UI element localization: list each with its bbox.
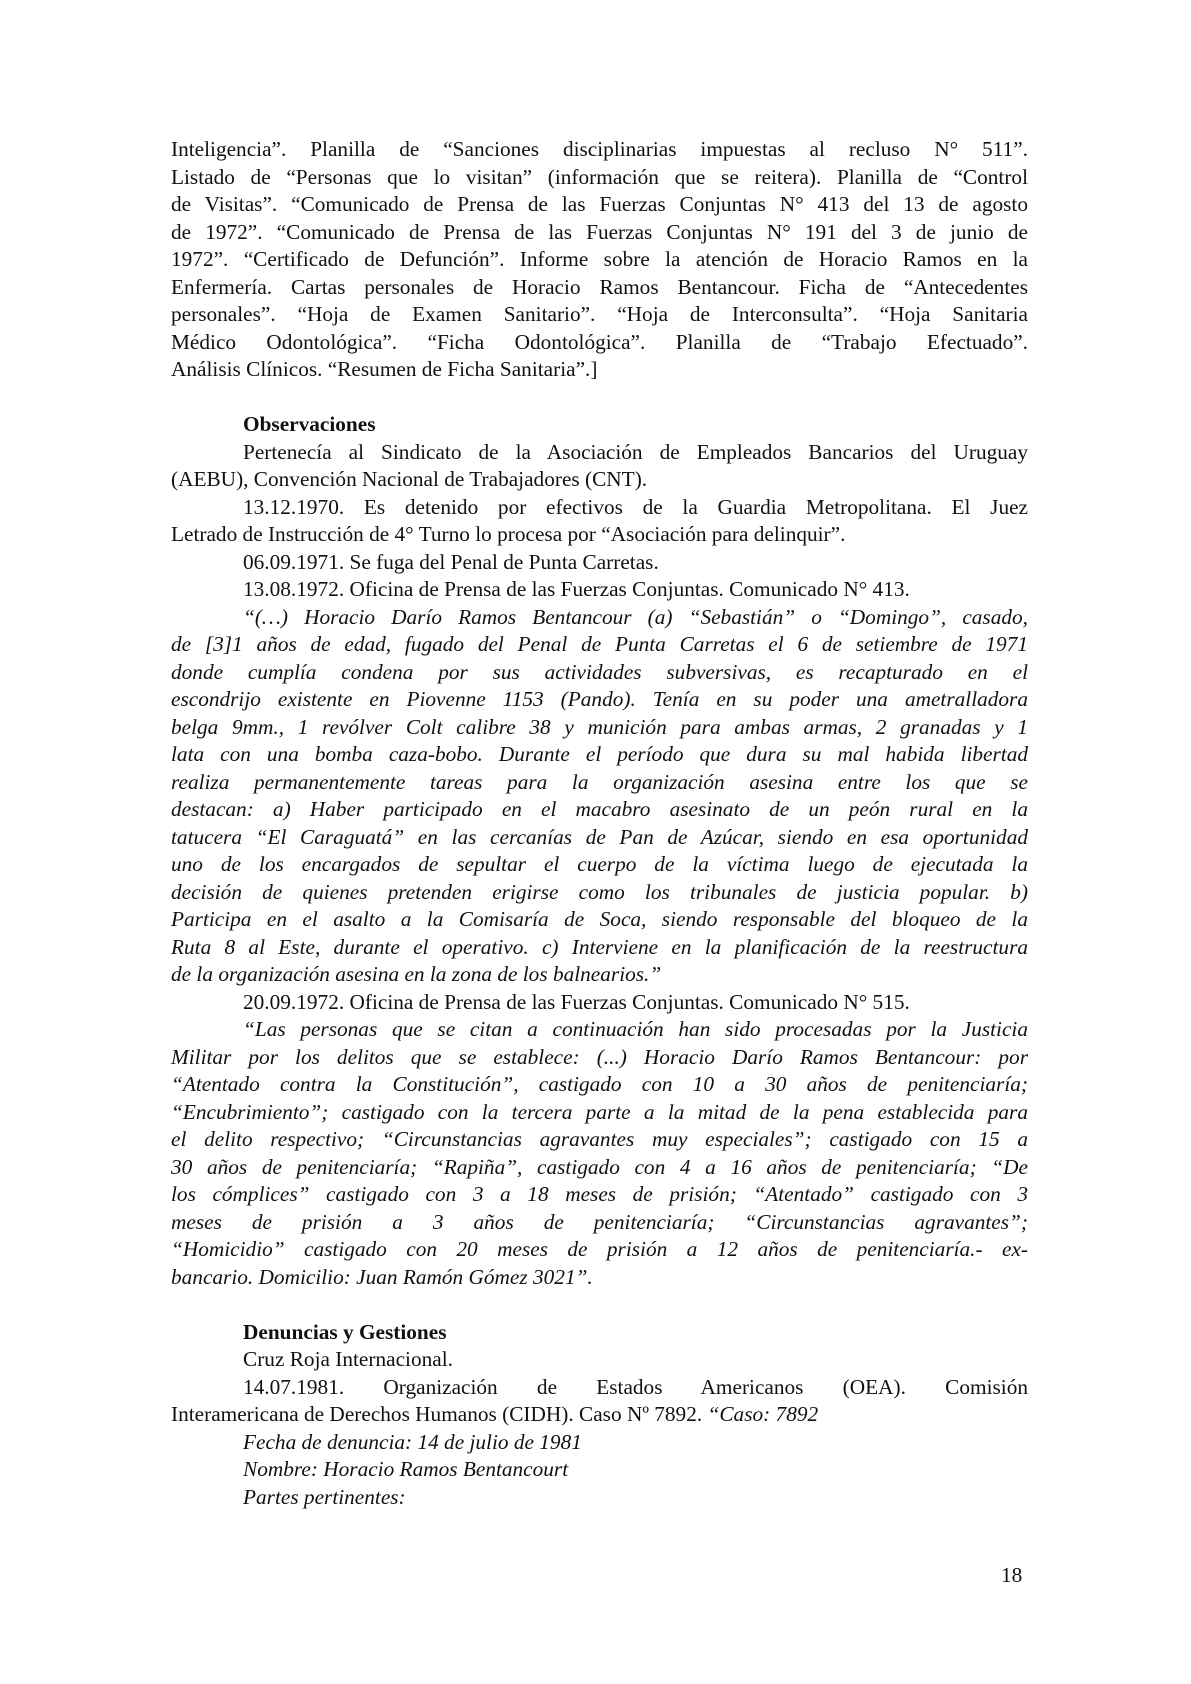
text-line: 30 años de penitenciaría; “Rapiña”, castigado con 4 a 16 años de penitenciaría; “De	[171, 1154, 1028, 1179]
text-line: “Homicidio” castigado con 20 meses de prisión a 12 años de penitenciaría.- ex-	[171, 1237, 1028, 1261]
text-line: de [3]1 años de edad, fugado del Penal de Punta Carretas el 6 de setiembre de 1971	[171, 632, 1028, 656]
quote-communique-515	[171, 1016, 1028, 1291]
text-line: de la organización asesina en la zona de los balnearios.”	[171, 962, 662, 986]
observaciones-paragraph-union	[171, 439, 1028, 494]
text-run: Interamericana de Derechos Humanos (CIDH). Caso Nº 7892.	[171, 1402, 708, 1426]
case-field-date: Fecha de denuncia: 14 de julio de 1981	[243, 1429, 582, 1454]
text-line: uno de los encargados de sepultar el cuerpo de la víctima luego de ejecutada la	[171, 852, 1028, 876]
text-run-italic: “Caso: 7892	[707, 1402, 819, 1426]
text-line: Análisis Clínicos. “Resumen de Ficha Sanitaria”.]	[171, 357, 598, 381]
section-heading-denuncias: Denuncias y Gestiones	[243, 1319, 447, 1344]
text-line: decisión de quienes pretenden erigirse como los tribunales de justicia popular. b)	[171, 879, 1028, 904]
text-line: tatucera “El Caraguatá” en las cercanías de Pan de Azúcar, siendo en esa oportunidad	[171, 824, 1028, 849]
text-line: Pertenecía al Sindicato de la Asociación de Empleados Bancarios del Uruguay	[243, 439, 1028, 464]
text-line: Médico Odontológica”. “Ficha Odontológica”. Planilla de “Trabajo Efectuado”.	[171, 329, 1028, 354]
denuncias-paragraph-red-cross: Cruz Roja Internacional.	[243, 1347, 453, 1371]
text-line: Militar por los delitos que se establece: (...) Horacio Darío Ramos Bentancour: por	[171, 1044, 1028, 1069]
text-line: meses de prisión a 3 años de penitenciaría; “Circunstancias agravantes”;	[171, 1209, 1028, 1234]
observaciones-paragraph-communique-413: 13.08.1972. Oficina de Prensa de las Fuerzas Conjuntas. Comunicado N° 413.	[243, 577, 910, 601]
text-line: de 1972”. “Comunicado de Prensa de las Fuerzas Conjuntas N° 191 del 3 de junio de	[171, 219, 1028, 244]
spacer	[171, 384, 1028, 412]
section-heading-observaciones: Observaciones	[243, 412, 376, 436]
text-line: 14.07.1981. Organización de Estados Americanos (OEA). Comisión	[243, 1374, 1028, 1399]
text-line: Ruta 8 al Este, durante el operativo. c) Interviene en la planificación de la reestructura	[171, 934, 1028, 959]
observaciones-paragraph-communique-515: 20.09.1972. Oficina de Prensa de las Fuerzas Conjuntas. Comunicado N° 515.	[243, 989, 910, 1014]
text-line: lata con una bomba caza-bobo. Durante el período que dura su mal habida libertad	[171, 742, 1028, 766]
text-line: el delito respectivo; “Circunstancias agravantes muy especiales”; castigado con 15 a	[171, 1127, 1028, 1151]
case-field-parts: Partes pertinentes:	[243, 1484, 406, 1509]
text-line: belga 9mm., 1 revólver Colt calibre 38 y munición para ambas armas, 2 granadas y 1	[171, 714, 1028, 739]
text-line: destacan: a) Haber participado en el macabro asesinato de un peón rural en la	[171, 797, 1028, 821]
case-field-name: Nombre: Horacio Ramos Bentancourt	[243, 1457, 569, 1481]
observaciones-paragraph-escape: 06.09.1971. Se fuga del Penal de Punta Carretas.	[243, 549, 659, 574]
document-body	[171, 136, 1028, 1511]
text-line	[171, 1401, 1028, 1429]
text-line: personales”. “Hoja de Examen Sanitario”. “Hoja de Interconsulta”. “Hoja Sanitaria	[171, 302, 1028, 326]
page-number: 18	[1001, 1563, 1023, 1587]
denuncias-paragraph-oea	[171, 1374, 1028, 1429]
text-line: “Las personas que se citan a continuación han sido procesadas por la Justicia	[243, 1017, 1028, 1041]
text-line: Listado de “Personas que lo visitan” (información que se reitera). Planilla de “Control	[171, 164, 1028, 189]
text-line: los cómplices” castigado con 3 a 18 meses de prisión; “Atentado” castigado con 3	[171, 1182, 1028, 1206]
text-line: realiza permanentemente tareas para la organización asesina entre los que se	[171, 769, 1028, 794]
text-line: bancario. Domicilio: Juan Ramón Gómez 3021”.	[171, 1264, 593, 1289]
text-line: 1972”. “Certificado de Defunción”. Informe sobre la atención de Horacio Ramos en la	[171, 247, 1028, 271]
intro-paragraph	[171, 136, 1028, 384]
text-line: escondrijo existente en Piovenne 1153 (Pando). Tenía en su poder una ametralladora	[171, 687, 1028, 711]
spacer	[171, 1291, 1028, 1319]
text-line: de Visitas”. “Comunicado de Prensa de las Fuerzas Conjuntas N° 413 del 13 de agosto	[171, 192, 1028, 216]
text-line: Participa en el asalto a la Comisaría de Soca, siendo responsable del bloqueo de la	[171, 907, 1028, 931]
text-line: “Encubrimiento”; castigado con la tercera parte a la mitad de la pena establecida para	[171, 1099, 1028, 1124]
observaciones-paragraph-detention	[171, 494, 1028, 549]
text-line: “Atentado contra la Constitución”, castigado con 10 a 30 años de penitenciaría;	[171, 1072, 1028, 1096]
text-line: Enfermería. Cartas personales de Horacio Ramos Bentancour. Ficha de “Antecedentes	[171, 274, 1028, 299]
text-line: donde cumplía condena por sus actividades subversivas, es recapturado en el	[171, 659, 1028, 684]
text-line: Letrado de Instrucción de 4° Turno lo procesa por “Asociación para delinquir”.	[171, 522, 846, 546]
quote-communique-413	[171, 604, 1028, 989]
text-line: “(…) Horacio Darío Ramos Bentancour (a) “Sebastián” o “Domingo”, casado,	[243, 604, 1028, 629]
text-line: 13.12.1970. Es detenido por efectivos de la Guardia Metropolitana. El Juez	[243, 494, 1028, 519]
text-line: Inteligencia”. Planilla de “Sanciones disciplinarias impuestas al recluso N° 511”.	[171, 137, 1028, 161]
text-line: (AEBU), Convención Nacional de Trabajadores (CNT).	[171, 467, 648, 491]
